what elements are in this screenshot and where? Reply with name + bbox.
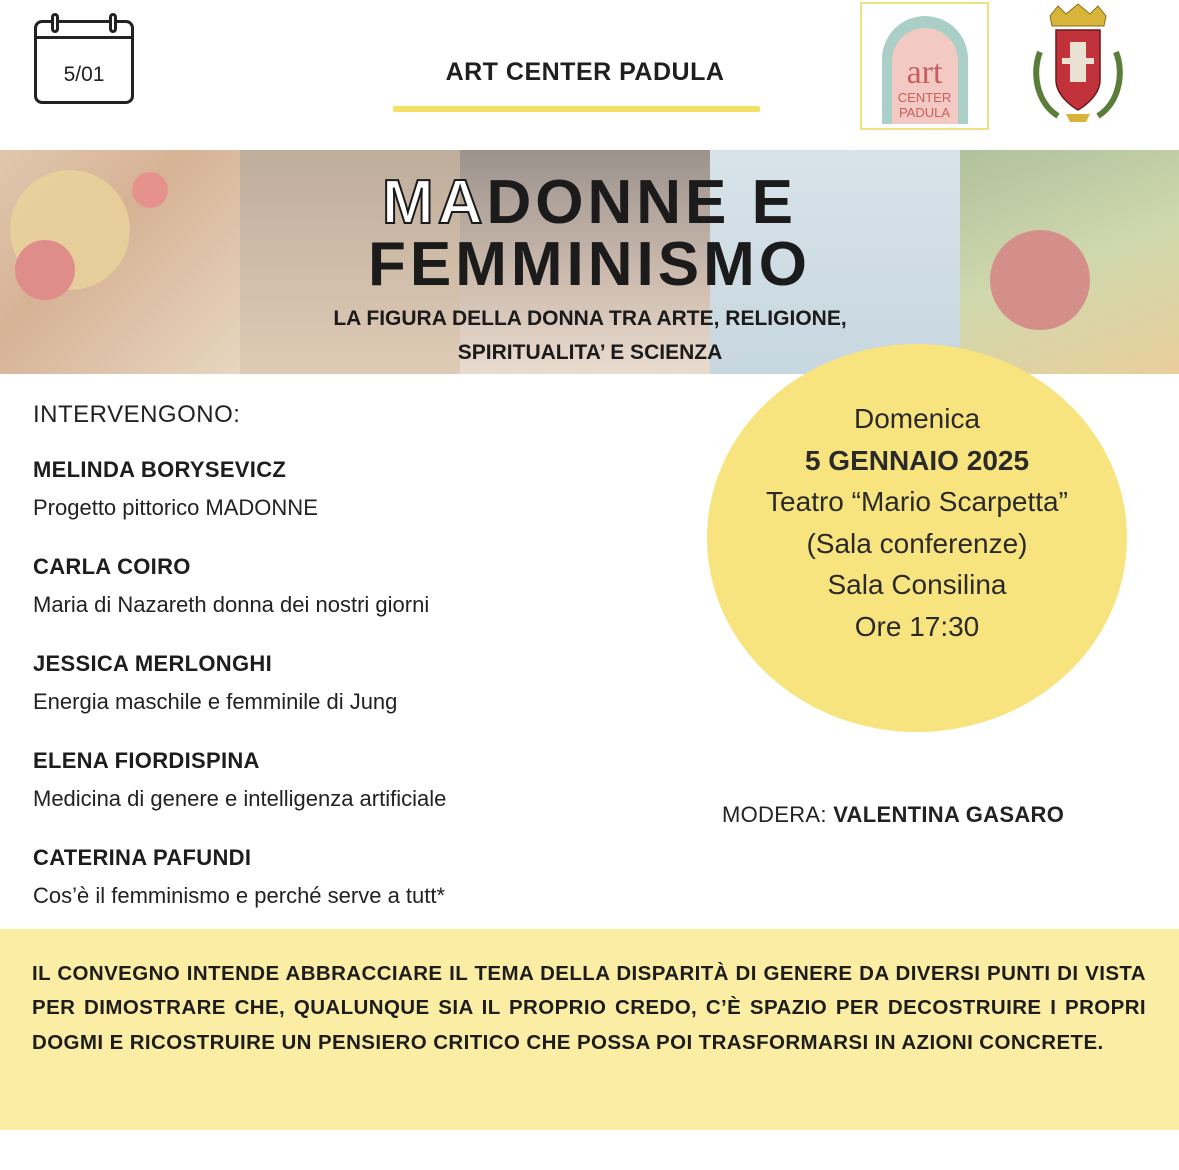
event-title-line1: MADONNE E: [382, 168, 797, 237]
event-time: Ore 17:30: [854, 611, 980, 642]
coat-of-arms-icon: [1028, 2, 1128, 132]
speaker-name: MELINDA BORYSEVICZ: [33, 457, 287, 482]
speaker-item: [33, 651, 673, 715]
speaker-name: CARLA COIRO: [33, 554, 191, 579]
moderator-label: MODERA:: [722, 802, 827, 827]
moderator-name: VALENTINA GASARO: [833, 802, 1065, 827]
speaker-topic: Maria di Nazareth donna dei nostri giorni: [33, 592, 430, 617]
speaker-name: JESSICA MERLONGHI: [33, 651, 272, 676]
speaker-item: [33, 554, 673, 618]
event-date: 5 GENNAIO 2025: [804, 445, 1030, 476]
event-subtitle: LA FIGURA DELLA DONNA TRA ARTE, RELIGIONE, SPIRITUALITA’ E SCIENZA: [333, 307, 847, 364]
speakers-heading: INTERVENGONO:: [33, 401, 241, 428]
organizer-title: ART CENTER PADULA: [445, 58, 725, 86]
event-day: Domenica: [853, 403, 981, 434]
speaker-name: CATERINA PAFUNDI: [33, 845, 252, 870]
event-venue: Teatro “Mario Scarpetta”: [766, 486, 1068, 517]
moderator: [722, 802, 1064, 828]
art-center-logo: art CENTER PADULA: [860, 2, 989, 130]
speaker-topic: Energia maschile e femminile di Jung: [33, 689, 398, 714]
event-title-line2: FEMMINISMO: [368, 230, 811, 299]
calendar-date: 5/01: [63, 63, 105, 86]
speaker-topic: Cos’è il femminismo e perché serve a tutt*: [33, 883, 446, 908]
speaker-name: ELENA FIORDISPINA: [33, 748, 260, 773]
calendar-icon: [34, 20, 134, 104]
speaker-item: [33, 748, 673, 812]
speaker-item: [33, 845, 673, 909]
title-underline: [393, 106, 760, 112]
event-room: (Sala conferenze): [806, 528, 1028, 559]
speaker-topic: Progetto pittorico MADONNE: [33, 495, 318, 520]
event-city: Sala Consilina: [827, 569, 1007, 600]
speaker-topic: Medicina di genere e intelligenza artificiale: [33, 786, 447, 811]
speaker-item: [33, 457, 673, 521]
event-description: IL CONVEGNO INTENDE ABBRACCIARE IL TEMA DELLA DISPARITÀ DI GENERE DA DIVERSI PUNTI DI VISTA PER DIMOSTRARE CHE, QUALUNQUE SIA IL PROPRIO CREDO, C’È SPAZIO PER DECOSTRUIRE I PROPRI DOGMI E RICOSTRUIRE UN PENSIERO CRITICO CHE POSSA POI TRASFORMARSI IN AZIONI CONCRETE.: [32, 962, 1146, 1054]
